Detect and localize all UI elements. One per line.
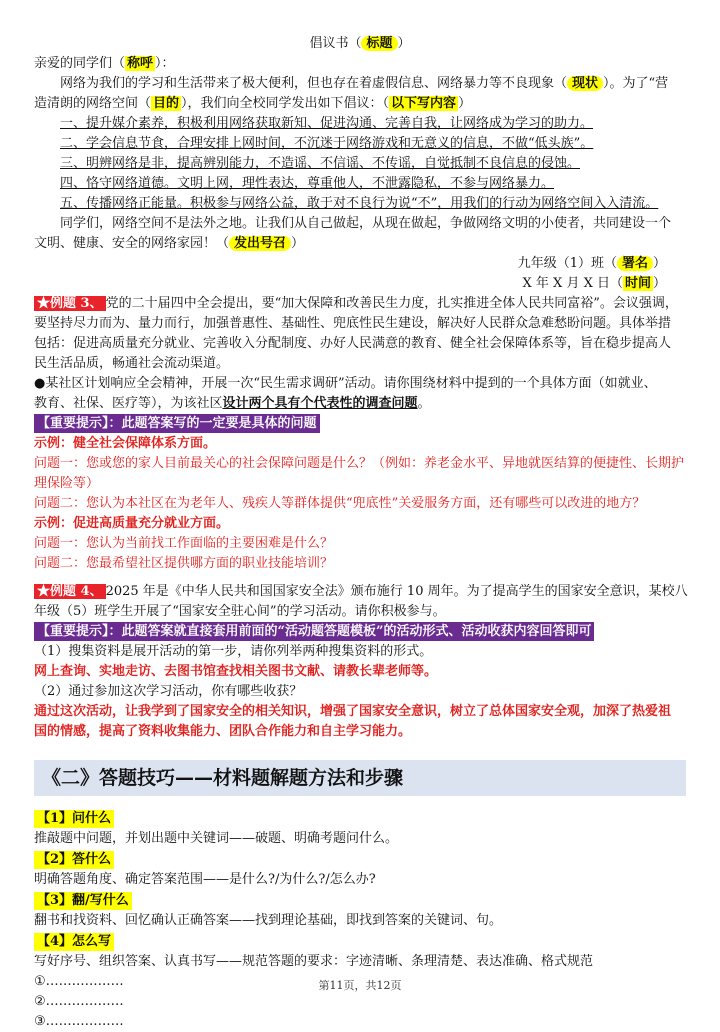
- step-label: 【3】翻/写什么: [34, 892, 132, 910]
- section-heading: 《二》答题技巧——材料题解题方法和步骤: [34, 760, 686, 796]
- content-tag: 以下写内容: [391, 96, 457, 111]
- step-label: 【4】怎么写: [34, 933, 114, 951]
- example4-tip-row: [34, 622, 686, 642]
- proposal-title: 倡议书（ 标题 ）: [309, 36, 411, 51]
- step-row: [34, 808, 686, 829]
- example3-line-4: 民生活品质，畅通社会流动渠道。: [34, 356, 230, 371]
- call-tag: 发出号召: [229, 236, 291, 251]
- step-row: [34, 849, 686, 870]
- proposal-closing-line-1: 同学们，网络空间不是法外之地。让我们从自己做起，从现在做起，争做网络文明的小使者，共同建设一个: [60, 216, 672, 231]
- example4-line-2: 年级（5）班学生开展了“国家安全驻心间”的学习活动。请你积极参与。: [34, 604, 446, 619]
- proposal-intro-line-2: 造清朗的网络空间（ 目的 ），我们向全校同学发出如下倡议：（ 以下写内容 ）: [34, 96, 472, 111]
- proposal-signature: 九年级（1）班（ 署名 ）: [517, 256, 666, 271]
- example3-question-2: 教育、社保、医疗等），为该社区设计两个具有个代表性的调查问题。: [34, 396, 431, 411]
- step-label: 【1】问什么: [34, 810, 114, 828]
- proposal-item: 一、提升媒介素养，积极利用网络获取新知、促进沟通、完善自我，让网络成为学习的助力。: [60, 116, 594, 131]
- example4-tag: ★例题 4、: [34, 584, 106, 599]
- proposal-item: 四、恪守网络道德。文明上网，理性表达，尊重他人，不泄露隐私，不参与网络暴力。: [60, 176, 555, 191]
- sample-label: 示例：健全社会保障体系方面。: [34, 436, 217, 451]
- example3-question-1: ●某社区计划响应全会精神，开展一次“民生需求调研”活动。请你围绕材料中提到的一个具体方面（如就业、: [34, 376, 657, 391]
- sample-question: 问题一：您或您的家人目前最关心的社会保障问题是什么？（例如：养老金水平、异地就医结算的便捷性、长期护: [34, 456, 685, 471]
- title-tag: 标题: [361, 36, 397, 51]
- date-tag: 时间: [624, 276, 651, 291]
- step-row: [34, 890, 686, 911]
- signature-tag: 署名: [617, 256, 653, 271]
- example4-question-1: （1）搜集资料是展开活动的第一步，请你列举两种搜集资料的形式。: [34, 644, 433, 659]
- answer-blank: ①………………: [34, 974, 124, 989]
- example3-tag: ★例题 3、: [34, 296, 106, 311]
- proposal-item: 五、传播网络正能量。积极参与网络公益，敢于对不良行为说“不”，用我们的行动为网络空间入入清流。: [60, 196, 659, 211]
- page-number: 第11页，共12页: [318, 979, 402, 992]
- step-label: 【2】答什么: [34, 851, 114, 869]
- important-tip: 【重要提示】：此题答案就直接套用前面的“活动题答题模板”的活动形式、活动收获内容回答即可: [34, 622, 594, 641]
- step-desc: 明确答题角度、确定答案范围——是什么?/为什么?/怎么办?: [34, 872, 376, 887]
- example4-answer-2-line-2: 国的情感，提高了资料收集能力、团队合作能力和自主学习能力。: [34, 724, 412, 739]
- answer-blank: ②………………: [34, 994, 124, 1009]
- status-tag: 现状: [567, 76, 603, 91]
- proposal-intro-line-1: 网络为我们的学习和生活带来了极大便利，但也存在着虚假信息、网络暴力等不良现象（ 现状 ）。为了“营: [60, 76, 669, 91]
- step-desc: 写好序号、组织答案、认真书写——规范答题的要求：字迹清晰、条理清楚、表达准确、格式规范: [34, 954, 594, 969]
- key-requirement: 设计两个具有个代表性的调查问题: [222, 396, 418, 411]
- proposal-closing-line-2: 文明、健康、安全的网络家园！（ 发出号召 ）: [34, 236, 305, 251]
- sample-question-cont: 理保险等）: [34, 476, 100, 491]
- sample-question: 问题一：您认为当前找工作面临的主要困难是什么？: [34, 536, 334, 551]
- example4-question-2: （2）通过参加这次学习活动，你有哪些收获？: [34, 684, 303, 699]
- greeting-tag: 称呼: [127, 56, 154, 71]
- proposal-greeting: 亲爱的同学们（ 称呼 ）：: [34, 56, 175, 71]
- sample-question: 问题二：您最希望社区提供哪方面的职业技能培训？: [34, 556, 334, 571]
- answer-blank: ③………………: [34, 1014, 124, 1029]
- sample-question: 问题二：您认为本社区在为老年人、残疾人等群体提供“兜底性”关爱服务方面，还有哪些可以改进的地方？: [34, 496, 646, 511]
- proposal-item: 二、学会信息节食，合理安排上网时间，不沉迷于网络游戏和无意义的信息，不做“低头族”。: [60, 136, 594, 151]
- example4-answer-1: 网上查询、实地走访、去图书馆查找相关图书文献、请教长辈老师等。: [34, 664, 438, 679]
- proposal-item: 三、明辨网络是非，提高辨别能力，不造谣、不信谣、不传谣，自觉抵制不良信息的侵蚀。: [60, 156, 581, 171]
- example4-answer-2-line-1: 通过这次活动，让我学到了国家安全的相关知识，增强了国家安全意识，树立了总体国家安全观，加深了热爱祖: [34, 704, 672, 719]
- step-desc: 推敲题中问题，并划出题中关键词——破题、明确考题问什么。: [34, 831, 399, 846]
- example3-line-3: 包括：促进高质量充分就业、完善收入分配制度、办好人民满意的教育、健全社会保障体系等，旨在稳步提高人: [34, 336, 672, 351]
- important-tip: 【重要提示】：此题答案写的一定要是具体的问题: [34, 414, 320, 433]
- proposal-date: X 年 X 月 X 日（ 时间 ）: [522, 276, 666, 291]
- step-row: [34, 931, 686, 952]
- example3-line-2: 要坚持尽力而为、量力而行，加强普惠性、基础性、兜底性民生建设，解决好人民群众急难愁盼问题。具体举措: [34, 316, 672, 331]
- sample-label: 示例：促进高质量充分就业方面。: [34, 516, 230, 531]
- step-desc: 翻书和找资料、回忆确认正确答案——找到理论基础，即找到答案的关键词、句。: [34, 913, 503, 928]
- purpose-tag: 目的: [153, 96, 180, 111]
- example3-tip-row: [34, 414, 686, 434]
- example3-line-1: ★例题 3、 党的二十届四中全会提出，要“加大保障和改善民生力度，扎实推进全体人民共同富裕”。会议强调，: [34, 294, 686, 314]
- example4-line-1: ★例题 4、 2025 年是《中华人民共和国国家安全法》颁布施行 10 周年。为了提高学生的国家安全意识，某校八: [34, 582, 686, 602]
